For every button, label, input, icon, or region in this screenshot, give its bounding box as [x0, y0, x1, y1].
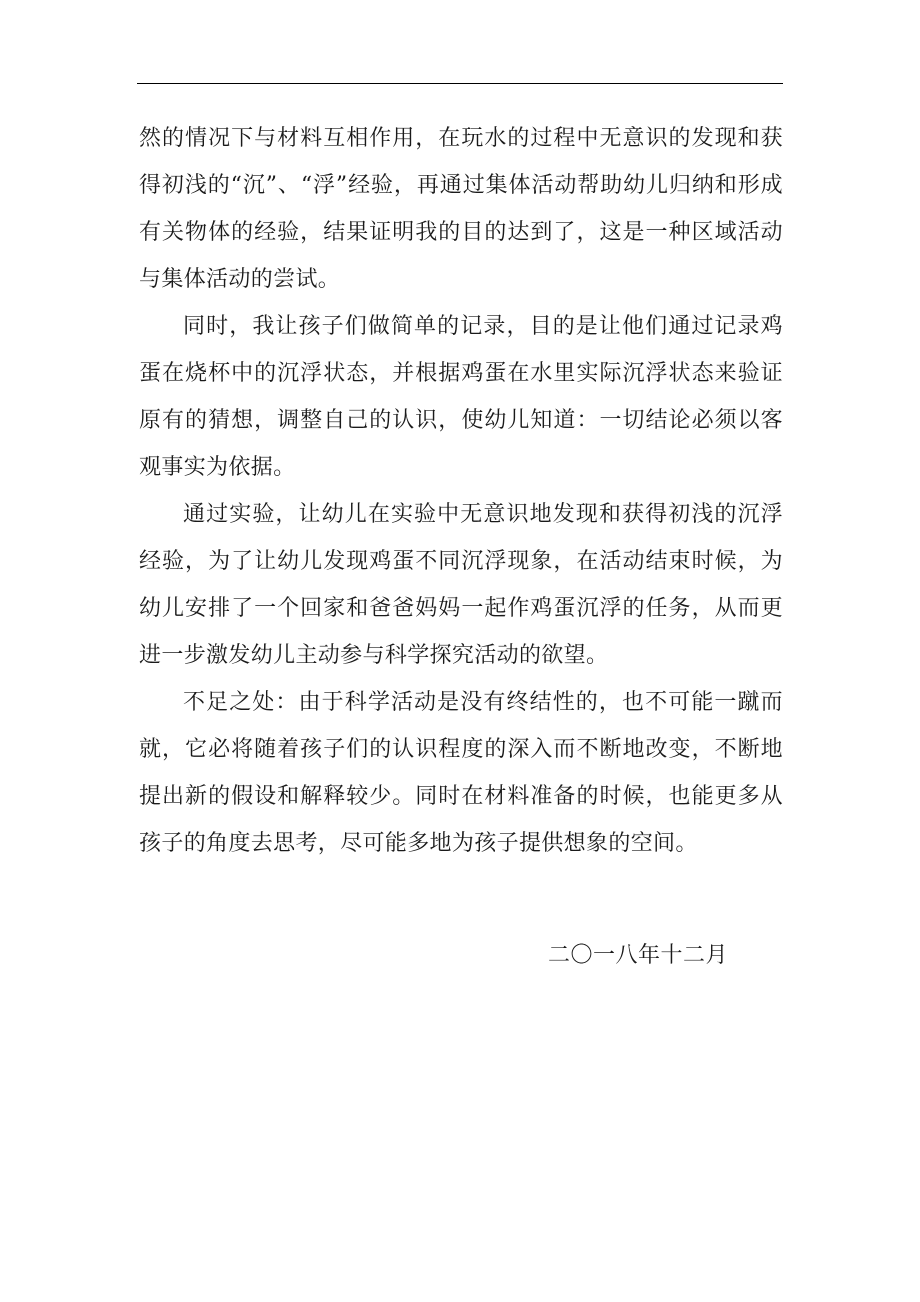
- paragraph-recording: 同时，我让孩子们做简单的记录，目的是让他们通过记录鸡蛋在烧杯中的沉浮状态，并根据鸡蛋在水里实际沉浮状态来验证原有的猜想，调整自己的认识，使幼儿知道：一切结论必须以客观事实为依据。: [139, 314, 783, 480]
- paragraph-continuation: 然的情况下与材料互相作用，在玩水的过程中无意识的发现和获得初浅的“沉”、“浮”经验，再通过集体活动帮助幼儿归纳和形成有关物体的经验，结果证明我的目的达到了，这是一种区域活动与集体活动的尝试。: [139, 126, 783, 292]
- paragraph-shortcomings: 不足之处：由于科学活动是没有终结性的，也不可能一蹴而就，它必将随着孩子们的认识程度的深入而不断地改变，不断地提出新的假设和解释较少。同时在材料准备的时候，也能更多从孩子的角度去思考，尽可能多地为孩子提供想象的空间。: [139, 690, 783, 856]
- paragraph-experiment: 通过实验，让幼儿在实验中无意识地发现和获得初浅的沉浮经验，为了让幼儿发现鸡蛋不同沉浮现象，在活动结束时候，为幼儿安排了一个回家和爸爸妈妈一起作鸡蛋沉浮的任务，从而更进一步激发幼儿主动参与科学探究活动的欲望。: [139, 502, 783, 668]
- document-body: [139, 115, 783, 867]
- document-date: 二〇一八年十二月: [548, 943, 729, 968]
- header-rule: [137, 83, 783, 84]
